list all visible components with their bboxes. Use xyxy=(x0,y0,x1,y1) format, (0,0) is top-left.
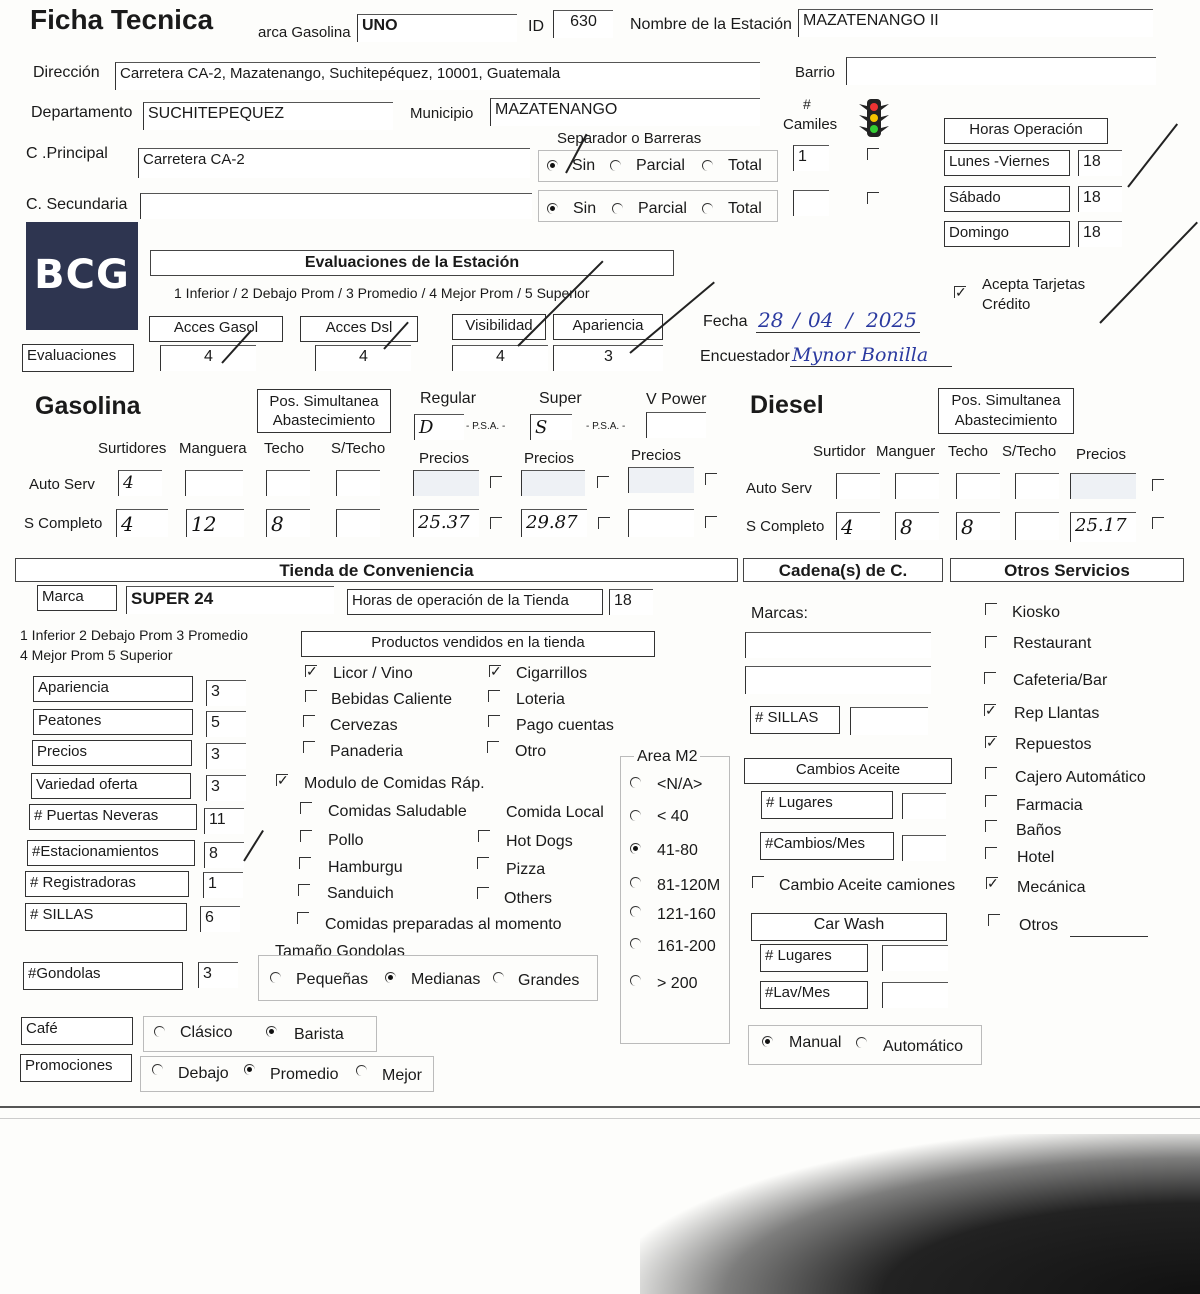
area-161-200-radio[interactable] xyxy=(630,938,641,949)
productos-title: Productos vendidos en la tienda xyxy=(301,631,655,657)
csecundaria-field[interactable] xyxy=(140,193,532,219)
page-back-edge xyxy=(0,1118,1200,1119)
municipio-field[interactable]: MAZATENANGO xyxy=(490,98,760,126)
comida-pollo-label: Pollo xyxy=(328,832,364,849)
cambio-camiones-checkbox[interactable] xyxy=(752,876,764,888)
otros-repuestos-checkbox[interactable]: ✓ xyxy=(986,734,998,750)
marca-field[interactable]: UNO xyxy=(357,14,517,42)
barrio-field[interactable] xyxy=(846,57,1156,85)
fuel-super-field[interactable]: S xyxy=(530,414,572,440)
dsl-col-surtidor: Surtidor xyxy=(813,443,866,460)
rating-precios-label: Precios xyxy=(32,740,192,766)
tamano-title: Tamaño Gondolas xyxy=(275,943,405,960)
comida-sanduich-checkbox[interactable] xyxy=(298,884,310,896)
dsl-col-stecho: S/Techo xyxy=(1002,443,1057,460)
encuestador-underline xyxy=(790,366,952,367)
gondolas-field[interactable]: 3 xyxy=(198,962,238,988)
eval-visibilidad-label: Visibilidad xyxy=(452,314,546,340)
prod-loteria-label: Loteria xyxy=(516,691,565,708)
sep-secundaria-parcial-label: Parcial xyxy=(638,200,687,217)
horas-domingo-label: Domingo xyxy=(944,221,1070,247)
gasolina-pos-label xyxy=(257,389,391,433)
area-81-120-label: 81-120M xyxy=(657,877,721,894)
dsl-scompleto-surtidor[interactable]: 4 xyxy=(836,512,880,540)
tamano-medianas-label: Medianas xyxy=(411,971,481,988)
tienda-scale-1: 1 Inferior 2 Debajo Prom 3 Promedio xyxy=(20,627,248,643)
fuel-vpower-label: V Power xyxy=(646,391,707,408)
prod-cigarrillos-checkbox[interactable]: ✓ xyxy=(490,663,502,679)
camiones-hash: # xyxy=(803,96,811,112)
gas-precios-1-label: Precios xyxy=(419,450,470,467)
cafe-barista-radio[interactable] xyxy=(266,1026,277,1037)
sep-secundaria-total-label: Total xyxy=(728,200,762,217)
station-field[interactable]: MAZATENANGO II xyxy=(798,9,1153,37)
rating-estacionamientos-field[interactable]: 8 xyxy=(204,842,244,868)
prod-cigarrillos-label: Cigarrillos xyxy=(516,665,588,682)
fuel-regular-field[interactable]: D xyxy=(414,414,464,440)
rating-puertas-label: # Puertas Neveras xyxy=(29,804,197,830)
prod-bebidas-label: Bebidas Caliente xyxy=(331,691,452,708)
prod-pago-label: Pago cuentas xyxy=(516,717,614,734)
rating-registradoras-field[interactable]: 1 xyxy=(203,872,243,898)
comida-preparadas-label: Comidas preparadas al momento xyxy=(325,916,562,933)
otros-cafeteria-label: Cafeteria/Bar xyxy=(1013,672,1108,689)
gas-autoserv-precio-1-checkbox[interactable] xyxy=(490,476,502,488)
carwash-lugares-field[interactable] xyxy=(882,945,948,971)
gondolas-label: #Gondolas xyxy=(23,962,183,990)
gas-autoserv-precio-2-checkbox[interactable] xyxy=(597,476,609,488)
fecha-year[interactable]: 2025 xyxy=(866,308,917,332)
area-40-radio[interactable] xyxy=(630,810,641,821)
gas-autoserv-precio-3-checkbox[interactable] xyxy=(705,473,717,485)
sep-secundaria-sin-label: Sin xyxy=(573,200,597,217)
carwash-automatico-label: Automático xyxy=(883,1038,964,1055)
area-na-label: <N/A> xyxy=(657,776,703,793)
otros-restaurant-label: Restaurant xyxy=(1013,635,1092,652)
diesel-pos-line-1: Pos. Simultanea xyxy=(951,392,1061,409)
comida-sanduich-label: Sanduich xyxy=(327,885,394,902)
gas-scompleto-precio-3[interactable] xyxy=(628,509,694,537)
gas-scompleto-precio-3-checkbox[interactable] xyxy=(705,516,717,528)
tienda-marca-field[interactable]: SUPER 24 xyxy=(126,586,334,614)
pen-stroke-6 xyxy=(1127,123,1178,187)
cambios-mes-label: #Cambios/Mes xyxy=(760,832,894,860)
fuel-super-mark: - P.S.A. - xyxy=(586,421,626,432)
otros-otros-underline xyxy=(1070,936,1148,937)
eval-acces-gasol-field[interactable]: 4 xyxy=(160,345,256,371)
rating-peatones-field[interactable]: 5 xyxy=(206,711,246,737)
prod-loteria-checkbox[interactable] xyxy=(488,690,500,702)
prod-pago-checkbox[interactable] xyxy=(488,715,500,727)
gas-scompleto-precio-2[interactable]: 29.87 xyxy=(521,509,587,537)
area-41-80-radio[interactable] xyxy=(630,843,641,854)
gas-autoserv-precio-2[interactable] xyxy=(521,470,585,496)
tamano-grandes-label: Grandes xyxy=(518,972,580,989)
modulo-label: Modulo de Comidas Ráp. xyxy=(304,775,485,792)
rating-peatones-label: Peatones xyxy=(33,709,193,735)
gas-scompleto-surtidores[interactable]: 4 xyxy=(116,509,168,537)
cambio-camiones-label: Cambio Aceite camiones xyxy=(779,877,956,894)
dsl-autoserv-surtidor[interactable] xyxy=(836,473,880,499)
gas-scompleto-stecho[interactable] xyxy=(336,509,380,537)
traffic-light-icon xyxy=(858,98,890,138)
tienda-horas-label: Horas de operación de la Tienda xyxy=(347,589,603,615)
marca-label: arca Gasolina xyxy=(258,24,351,41)
evaluaciones-title: Evaluaciones de la Estación xyxy=(150,250,674,276)
otros-restaurant-checkbox[interactable] xyxy=(985,636,997,648)
cprincipal-field[interactable]: Carretera CA-2 xyxy=(138,148,530,178)
tarjetas-label-2: Crédito xyxy=(982,296,1031,313)
fecha-underline xyxy=(756,332,920,333)
comida-preparadas-checkbox[interactable] xyxy=(297,912,309,924)
comida-others-checkbox[interactable] xyxy=(477,887,489,899)
eval-acces-gasol-label: Acces Gasol xyxy=(149,316,283,342)
pen-stroke-8 xyxy=(243,830,264,862)
bcg-logo xyxy=(26,222,138,330)
otros-cajero-label: Cajero Automático xyxy=(1015,769,1146,786)
cambios-lugares-field[interactable] xyxy=(902,793,946,819)
gas-autoserv-precio-1[interactable] xyxy=(413,470,479,496)
otros-rep-llantas-label: Rep Llantas xyxy=(1014,705,1100,722)
otros-farmacia-label: Farmacia xyxy=(1016,797,1083,814)
tamano-medianas-radio[interactable] xyxy=(385,972,396,983)
gas-scompleto-techo[interactable]: 8 xyxy=(266,509,310,537)
comida-pizza-label: Pizza xyxy=(506,861,546,878)
gas-col-manguera: Manguera xyxy=(179,440,247,457)
fecha-label: Fecha xyxy=(703,313,748,330)
otros-mecanica-checkbox[interactable]: ✓ xyxy=(987,875,999,891)
gasolina-pos-line-1: Pos. Simultanea xyxy=(269,393,379,410)
comida-hamburgu-checkbox[interactable] xyxy=(299,857,311,869)
tienda-section-title: Tienda de Conveniencia xyxy=(15,558,738,582)
shadow-corner xyxy=(640,1134,1200,1294)
comida-local-label: Comida Local xyxy=(506,804,604,821)
promo-label: Promociones xyxy=(20,1054,132,1082)
camiones-principal-checkbox[interactable] xyxy=(867,148,879,160)
sep-principal-sin-radio[interactable] xyxy=(547,160,558,171)
csecundaria-label: C. Secundaria xyxy=(26,196,128,213)
id-field[interactable]: 630 xyxy=(553,10,613,38)
direccion-label: Dirección xyxy=(33,64,100,81)
rating-apariencia-field[interactable]: 3 xyxy=(206,680,246,706)
area-200-label: > 200 xyxy=(657,975,698,992)
cambios-lugares-label: # Lugares xyxy=(761,791,893,819)
departamento-label: Departamento xyxy=(31,104,133,121)
horas-lunes-label: Lunes -Viernes xyxy=(944,150,1070,176)
eval-acces-dsl-label: Acces Dsl xyxy=(300,316,418,342)
carwash-title: Car Wash xyxy=(751,913,947,941)
rating-variedad-label: Variedad oferta xyxy=(31,773,191,799)
cprincipal-label: C .Principal xyxy=(26,145,108,162)
horas-sabado-field[interactable]: 18 xyxy=(1078,186,1122,212)
fecha-month[interactable]: 04 xyxy=(808,308,834,332)
cadena-marca-field-2[interactable] xyxy=(745,666,931,694)
dsl-autoserv-label: Auto Serv xyxy=(746,480,812,497)
sep-principal-parcial-label: Parcial xyxy=(636,157,685,174)
sep-principal-total-label: Total xyxy=(728,157,762,174)
sep-principal-sin-label: Sin xyxy=(572,157,596,174)
separador-title: Separador o Barreras xyxy=(557,130,702,147)
promo-debajo-radio[interactable] xyxy=(152,1064,163,1075)
otros-cajero-checkbox[interactable] xyxy=(985,767,997,779)
gas-scompleto-label: S Completo xyxy=(24,515,103,532)
fecha-day[interactable]: 28 xyxy=(758,308,784,332)
gas-autoserv-label: Auto Serv xyxy=(29,476,95,493)
cafe-clasico-radio[interactable] xyxy=(154,1026,165,1037)
gas-autoserv-stecho[interactable] xyxy=(336,470,380,496)
otros-otros-label: Otros xyxy=(1019,917,1059,934)
gas-col-surtidores: Surtidores xyxy=(98,440,167,457)
camiones-principal-field[interactable]: 1 xyxy=(793,145,829,171)
barrio-label: Barrio xyxy=(795,64,836,81)
gas-scompleto-manguera[interactable]: 12 xyxy=(186,509,244,537)
tamano-pequenas-radio[interactable] xyxy=(270,972,281,983)
gas-scompleto-precio-1-checkbox[interactable] xyxy=(490,517,502,529)
promo-debajo-label: Debajo xyxy=(178,1065,229,1082)
gas-precios-3-label: Precios xyxy=(631,447,682,464)
comida-hotdogs-checkbox[interactable] xyxy=(478,830,490,842)
fecha-sep-1: / xyxy=(793,308,800,332)
tarjetas-label-1: Acepta Tarjetas xyxy=(982,276,1086,293)
tienda-horas-field[interactable]: 18 xyxy=(609,589,653,615)
rating-sillas-label: # SILLAS xyxy=(25,903,187,931)
prod-cervezas-label: Cervezas xyxy=(330,717,398,734)
cadena-sillas-label: # SILLAS xyxy=(750,706,840,734)
gas-precios-2-label: Precios xyxy=(524,450,575,467)
diesel-title: Diesel xyxy=(750,391,824,419)
horas-title: Horas Operación xyxy=(944,118,1108,144)
comida-pizza-checkbox[interactable] xyxy=(477,857,489,869)
otros-hotel-checkbox[interactable] xyxy=(985,847,997,859)
dsl-autoserv-manguer[interactable] xyxy=(895,473,939,499)
cafe-barista-label: Barista xyxy=(294,1026,344,1043)
area-na-radio[interactable] xyxy=(630,777,641,788)
carwash-lugares-label: # Lugares xyxy=(760,944,868,972)
fuel-regular-label: Regular xyxy=(420,390,477,407)
otros-farmacia-checkbox[interactable] xyxy=(985,795,997,807)
tienda-scale-2: 4 Mejor Prom 5 Superior xyxy=(20,647,173,663)
comida-hotdogs-label: Hot Dogs xyxy=(506,833,573,850)
dsl-scompleto-stecho[interactable] xyxy=(1015,512,1059,540)
dsl-autoserv-stecho[interactable] xyxy=(1015,473,1059,499)
promo-promedio-radio[interactable] xyxy=(244,1064,255,1075)
promo-promedio-label: Promedio xyxy=(270,1066,339,1083)
modulo-checkbox[interactable]: ✓ xyxy=(277,772,289,788)
prod-otro-checkbox[interactable] xyxy=(487,741,499,753)
dsl-scompleto-precio-checkbox[interactable] xyxy=(1152,517,1164,529)
page-title: Ficha Tecnica xyxy=(30,4,214,35)
gas-autoserv-surtidores[interactable]: 4 xyxy=(118,470,162,496)
otros-otros-checkbox[interactable] xyxy=(988,914,1000,926)
departamento-field[interactable]: SUCHITEPEQUEZ xyxy=(143,102,393,130)
otros-mecanica-label: Mecánica xyxy=(1017,879,1086,896)
gas-scompleto-precio-2-checkbox[interactable] xyxy=(598,517,610,529)
area-200-radio[interactable] xyxy=(630,975,641,986)
prod-licor-label: Licor / Vino xyxy=(333,665,413,682)
horas-domingo-field[interactable]: 18 xyxy=(1078,221,1122,247)
camiones-secundaria-checkbox[interactable] xyxy=(867,192,879,204)
tienda-marca-label: Marca xyxy=(37,585,117,611)
fuel-vpower-field[interactable] xyxy=(646,412,706,438)
promo-mejor-radio[interactable] xyxy=(356,1065,367,1076)
area-121-160-label: 121-160 xyxy=(657,906,716,923)
sep-secundaria-parcial-radio[interactable] xyxy=(612,203,623,214)
municipio-label: Municipio xyxy=(410,105,474,122)
area-title: Area M2 xyxy=(634,748,700,766)
cambios-mes-field[interactable] xyxy=(902,835,946,861)
area-40-label: < 40 xyxy=(657,808,689,825)
diesel-pos-line-2: Abastecimiento xyxy=(954,412,1058,429)
comida-saludable-label: Comidas Saludable xyxy=(328,803,467,820)
cadena-marca-field-1[interactable] xyxy=(745,632,931,658)
otros-kiosko-label: Kiosko xyxy=(1012,604,1061,621)
cadena-sillas-field[interactable] xyxy=(850,707,928,735)
otros-kiosko-checkbox[interactable] xyxy=(985,603,997,615)
dsl-autoserv-precio-checkbox[interactable] xyxy=(1152,479,1164,491)
otros-section-title: Otros Servicios xyxy=(950,558,1184,582)
page-bottom-edge xyxy=(0,1106,1200,1108)
comida-pollo-checkbox[interactable] xyxy=(300,830,312,842)
gasolina-pos-line-2: Abastecimiento xyxy=(272,412,376,429)
prod-bebidas-checkbox[interactable] xyxy=(305,690,317,702)
eval-visibilidad-field[interactable]: 4 xyxy=(452,345,548,371)
rating-sillas-field[interactable]: 6 xyxy=(200,906,240,932)
carwash-lav-field[interactable] xyxy=(882,982,948,1008)
cadena-section-title: Cadena(s) de C. xyxy=(743,558,943,582)
dsl-autoserv-techo[interactable] xyxy=(956,473,1000,499)
camiones-secundaria-field[interactable] xyxy=(793,190,829,216)
fuel-super-label: Super xyxy=(539,390,582,407)
dsl-autoserv-precio[interactable] xyxy=(1070,473,1136,499)
horas-lunes-field[interactable]: 18 xyxy=(1078,150,1122,176)
gas-autoserv-manguera[interactable] xyxy=(185,470,243,496)
tamano-pequenas-label: Pequeñas xyxy=(296,971,369,988)
rating-registradoras-label: # Registradoras xyxy=(25,871,189,897)
dsl-col-manguer: Manguer xyxy=(876,443,936,460)
fuel-regular-mark: - P.S.A. - xyxy=(466,421,506,432)
dsl-scompleto-techo[interactable]: 8 xyxy=(956,512,1000,540)
prod-cervezas-checkbox[interactable] xyxy=(303,715,315,727)
sep-principal-parcial-radio[interactable] xyxy=(610,160,621,171)
cadena-marcas-label: Marcas: xyxy=(751,605,808,622)
evaluaciones-side-label: Evaluaciones xyxy=(22,344,134,372)
dsl-scompleto-precio[interactable]: 25.17 xyxy=(1070,512,1136,542)
cambios-aceite-title: Cambios Aceite xyxy=(744,758,952,784)
bcg-logo-text: BCG xyxy=(34,252,130,298)
area-group xyxy=(620,756,730,1044)
prod-otro-label: Otro xyxy=(515,743,547,760)
otros-cafeteria-checkbox[interactable] xyxy=(984,672,996,684)
area-121-160-radio[interactable] xyxy=(630,906,641,917)
camiones-label: Camiles xyxy=(783,116,838,133)
prod-panaderia-checkbox[interactable] xyxy=(303,741,315,753)
gas-col-techo: Techo xyxy=(264,440,305,457)
dsl-scompleto-label: S Completo xyxy=(746,518,825,535)
rating-puertas-field[interactable]: 11 xyxy=(204,808,244,834)
carwash-lav-label: #Lav/Mes xyxy=(760,981,868,1009)
station-label: Nombre de la Estación xyxy=(630,16,792,33)
encuestador-label: Encuestador xyxy=(700,348,790,365)
evaluaciones-scale: 1 Inferior / 2 Debajo Prom / 3 Promedio / 4 Mejor Prom / 5 Superior xyxy=(174,285,590,301)
direccion-field[interactable]: Carretera CA-2, Mazatenango, Suchitepéquez, 10001, Guatemala xyxy=(115,62,760,90)
carwash-manual-label: Manual xyxy=(789,1034,842,1051)
dsl-col-precios: Precios xyxy=(1076,446,1127,463)
tamano-grandes-radio[interactable] xyxy=(493,972,504,983)
rating-apariencia-label: Apariencia xyxy=(33,676,193,702)
carwash-automatico-radio[interactable] xyxy=(856,1037,867,1048)
dsl-scompleto-manguer[interactable]: 8 xyxy=(895,512,939,540)
otros-banos-label: Baños xyxy=(1016,822,1062,839)
carwash-manual-radio[interactable] xyxy=(762,1036,773,1047)
horas-sabado-label: Sábado xyxy=(944,186,1070,212)
sep-secundaria-sin-radio[interactable] xyxy=(547,203,558,214)
area-81-120-radio[interactable] xyxy=(630,877,641,888)
otros-hotel-label: Hotel xyxy=(1017,849,1055,866)
fecha-sep-2: / xyxy=(846,308,853,332)
rating-precios-field[interactable]: 3 xyxy=(206,743,246,769)
gasolina-title: Gasolina xyxy=(35,392,141,420)
id-label: ID xyxy=(528,18,544,35)
sep-principal-total-radio[interactable] xyxy=(702,160,713,171)
otros-rep-llantas-checkbox[interactable]: ✓ xyxy=(985,702,997,718)
prod-licor-checkbox[interactable]: ✓ xyxy=(306,663,318,679)
area-41-80-label: 41-80 xyxy=(657,842,698,859)
gas-col-stecho: S/Techo xyxy=(331,440,386,457)
otros-repuestos-label: Repuestos xyxy=(1015,736,1092,753)
diesel-pos-label xyxy=(938,388,1074,434)
rating-estacionamientos-label: #Estacionamientos xyxy=(27,840,195,866)
encuestador-value[interactable]: Mynor Bonilla xyxy=(792,344,929,366)
eval-acces-dsl-field[interactable]: 4 xyxy=(315,345,411,371)
area-161-200-label: 161-200 xyxy=(657,938,716,955)
gas-autoserv-techo[interactable] xyxy=(266,470,310,496)
comida-others-label: Others xyxy=(504,890,553,907)
gas-scompleto-precio-1[interactable]: 25.37 xyxy=(413,509,479,537)
gas-autoserv-precio-3[interactable] xyxy=(628,467,694,493)
comida-saludable-checkbox[interactable] xyxy=(300,802,312,814)
eval-apariencia-field[interactable]: 3 xyxy=(553,345,663,371)
tarjetas-checkbox[interactable]: ✓ xyxy=(955,284,967,300)
cafe-clasico-label: Clásico xyxy=(180,1024,233,1041)
sep-secundaria-total-radio[interactable] xyxy=(702,203,713,214)
comida-hamburgu-label: Hamburgu xyxy=(328,859,403,876)
otros-banos-checkbox[interactable] xyxy=(985,820,997,832)
dsl-col-techo: Techo xyxy=(948,443,989,460)
rating-variedad-field[interactable]: 3 xyxy=(206,775,246,801)
eval-apariencia-label: Apariencia xyxy=(553,314,663,340)
promo-mejor-label: Mejor xyxy=(382,1067,423,1084)
cafe-label: Café xyxy=(21,1017,133,1045)
prod-panaderia-label: Panaderia xyxy=(330,743,403,760)
